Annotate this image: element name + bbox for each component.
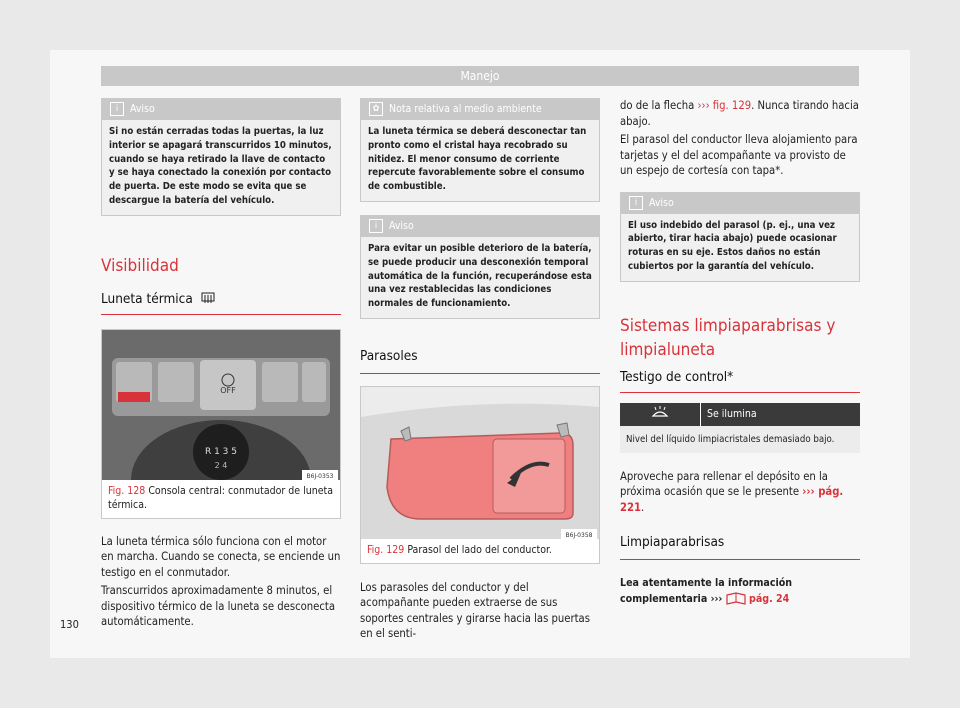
figure-code: B6J-0358 (565, 531, 593, 539)
figure-link[interactable]: ››› fig. 129 (697, 99, 752, 112)
info-icon: i (629, 196, 643, 210)
info-icon: i (369, 219, 383, 233)
gear-labels: R 1 3 5 (204, 446, 238, 457)
section-title: Visibilidad (101, 255, 179, 276)
page-link[interactable]: pág. 24 (749, 592, 790, 605)
paragraph: La luneta térmica sólo funciona con el motor en marcha. Cuando se conecta, se enciende un testigo en el conmutador. (101, 534, 341, 579)
paragraph: Los parasoles del conductor y del acompañante pueden extraerse de sus soportes centrales y girarse hacia las puertas en el senti- (360, 580, 590, 641)
paragraph (620, 98, 860, 129)
aviso-box (360, 215, 600, 319)
aviso-text: Si no están cerradas todas la puertas, la luz interior se apagará transcurridos 10 minutos, cuando se haya retirado la llave de contacto y se haya conectado la conexión por contacto de puerta. De este modo se evita que se descargue la batería del vehículo. (102, 120, 340, 215)
environment-icon: ✿ (369, 102, 383, 116)
paragraph: Transcurridos aproximadamente 8 minutos, el dispositivo térmico de la luneta se desconecta automáticamente. (101, 584, 336, 629)
page-number: 130 (60, 618, 79, 631)
figure-label: Fig. 129 (367, 543, 405, 556)
subtitle: Limpiaparabrisas (620, 534, 725, 551)
info-icon: i (110, 102, 124, 116)
warning-table-header (620, 403, 860, 426)
figure-code: B6J-0353 (306, 472, 334, 480)
column-1 (101, 98, 341, 630)
sunvisor-image (361, 387, 599, 539)
gear-labels-2: 2 4 (214, 460, 228, 470)
washer-fluid-icon (620, 403, 701, 426)
console-image (102, 330, 340, 480)
aviso-title: Aviso (389, 219, 414, 232)
paragraph (620, 469, 860, 516)
table-row (620, 426, 860, 453)
subtitle-row (101, 288, 341, 315)
figure-129 (360, 386, 600, 564)
figure-128 (101, 329, 341, 519)
text: . (641, 500, 645, 514)
text: . Nunca tirando hacia abajo. (620, 99, 859, 128)
warning-table (620, 403, 860, 453)
page-link[interactable]: ››› pág. 221 (620, 485, 844, 514)
subtitle-row (360, 347, 600, 374)
figure-caption-text: Consola central: conmutador de luneta térmica. (108, 484, 333, 511)
info-paragraph (620, 576, 860, 607)
aviso-header (621, 193, 859, 214)
subtitle-row (620, 533, 860, 560)
arrow: ››› (710, 592, 723, 605)
aviso-text: Para evitar un posible deterioro de la batería, se puede producir una desconexión temporal automática de la función, recuperándose esta una vez restablecidas las condiciones normales de funcionamiento. (361, 237, 599, 318)
aviso-title: Aviso (130, 103, 155, 115)
column-3 (620, 98, 860, 607)
subtitle-row (620, 368, 860, 393)
text: Aproveche para rellenar el depósito en la próxima ocasión que se le presente (620, 469, 828, 499)
subtitle: Parasoles (360, 347, 418, 364)
figure-caption (102, 480, 340, 518)
text: do de la flecha (620, 99, 695, 112)
aviso-header (102, 99, 340, 120)
aviso-header (361, 216, 599, 237)
aviso-title: Aviso (649, 196, 674, 209)
rear-defrost-icon (201, 292, 215, 304)
figure-caption (361, 539, 599, 563)
table-cell: Nivel del líquido limpiacristales demasiado bajo. (620, 426, 860, 453)
off-label: OFF (220, 385, 236, 395)
subtitle: Testigo de control* (620, 368, 734, 385)
subtitle: Luneta térmica (101, 290, 193, 307)
paragraph: El parasol del conductor lleva alojamiento para tarjetas y el del acompañante va provisto de un espejo de cortesía con tapa*. (620, 133, 858, 177)
table-header-label: Se ilumina (701, 403, 861, 426)
figure-label: Fig. 128 (108, 484, 146, 497)
column-2 (360, 98, 600, 642)
nota-text: La luneta térmica se deberá desconectar tan pronto como el cristal haya recobrado su nitidez. El menor consumo de corriente repercute favorablemente sobre el consumo de combustible. (361, 120, 599, 201)
nota-header (361, 99, 599, 120)
nota-title: Nota relativa al medio ambiente (389, 103, 542, 115)
book-icon (726, 592, 746, 605)
page-header: Manejo (101, 66, 859, 86)
nota-box (360, 98, 600, 202)
aviso-box (101, 98, 341, 216)
figure-caption-text: Parasol del lado del conductor. (407, 543, 552, 556)
text: Lea atentamente la información complementaria (620, 577, 793, 605)
aviso-text: El uso indebido del parasol (p. ej., una vez abierto, tirar hacia abajo) puede ocasionar roturas en su eje. Estos daños no están cubiertos por la garantía del vehículo. (621, 214, 859, 281)
section-title: Sistemas limpiaparabrisas y limpialuneta (620, 315, 836, 360)
aviso-box (620, 192, 860, 282)
